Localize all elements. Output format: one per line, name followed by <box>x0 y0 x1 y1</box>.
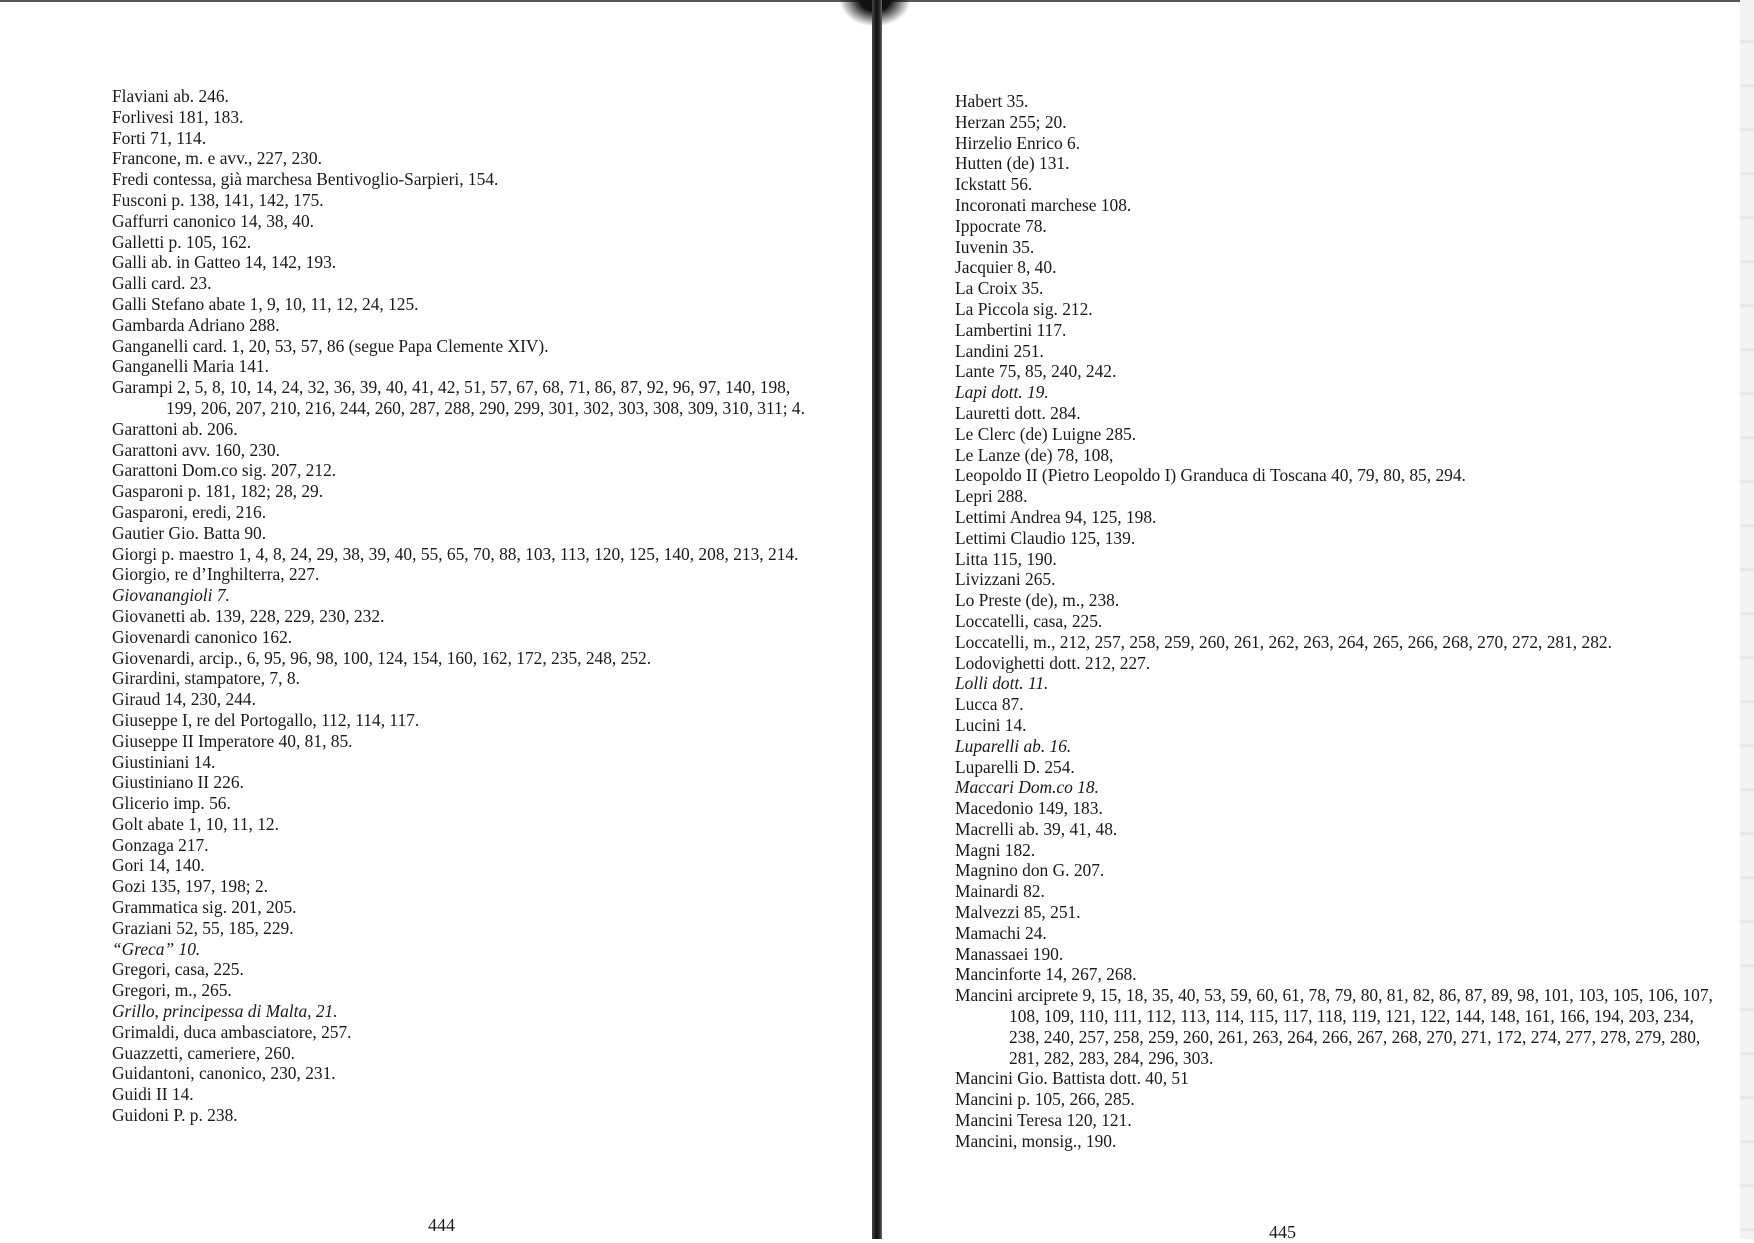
index-entry: Giustiniani 14. <box>112 751 216 772</box>
page-number-left: 444 <box>428 1215 455 1235</box>
index-entry: Grillo, principessa di Malta, 21. <box>112 1001 338 1022</box>
index-entry: Lauretti dott. 284. <box>955 402 1081 423</box>
index-entry: Giorgio, re d’Inghilterra, 227. <box>112 564 320 585</box>
index-entry: Grimaldi, duca ambasciatore, 257. <box>112 1021 352 1042</box>
index-entry: Galletti p. 105, 162. <box>112 231 252 252</box>
index-entry: Malvezzi 85, 251. <box>955 902 1081 923</box>
index-entry: Giovanangioli 7. <box>112 585 230 606</box>
index-entries-right <box>955 91 1725 1152</box>
index-entry: Ganganelli card. 1, 20, 53, 57, 86 (segue Papa Clemente XIV). <box>112 335 549 356</box>
index-entry: Lapi dott. 19. <box>955 382 1049 403</box>
index-entry: Guazzetti, cameriere, 260. <box>112 1042 295 1063</box>
index-entry: Mancini p. 105, 266, 285. <box>955 1089 1135 1110</box>
index-entry: Grammatica sig. 201, 205. <box>112 897 297 918</box>
index-entry: Lucini 14. <box>955 714 1027 735</box>
index-entry: Iuvenin 35. <box>955 236 1035 257</box>
index-entry: Gambarda Adriano 288. <box>112 314 280 335</box>
index-entry: Glicerio imp. 56. <box>112 793 231 814</box>
index-entry: Herzan 255; 20. <box>955 111 1067 132</box>
index-entry: Hutten (de) 131. <box>955 153 1070 174</box>
index-entry: Macrelli ab. 39, 41, 48. <box>955 818 1118 839</box>
index-entry: Mancini Teresa 120, 121. <box>955 1110 1132 1131</box>
index-entry: Maccari Dom.co 18. <box>955 777 1099 798</box>
index-entry: Garattoni ab. 206. <box>112 418 238 439</box>
index-entry: Leopoldo II (Pietro Leopoldo I) Granduca di Toscana 40, 79, 80, 85, 294. <box>955 465 1466 486</box>
index-entry: Galli card. 23. <box>112 273 212 294</box>
index-entry: Le Lanze (de) 78, 108, <box>955 444 1114 465</box>
index-entry: Francone, m. e avv., 227, 230. <box>112 148 322 169</box>
index-entry: Giovenardi canonico 162. <box>112 626 293 647</box>
index-entry: Giovanetti ab. 139, 228, 229, 230, 232. <box>112 605 385 626</box>
left-page <box>0 0 872 1239</box>
index-entry: Flaviani ab. 246. <box>112 86 229 106</box>
index-entry: Galli ab. in Gatteo 14, 142, 193. <box>112 252 337 273</box>
index-entry: Loccatelli, casa, 225. <box>955 610 1103 631</box>
index-entry: Lolli dott. 11. <box>955 673 1049 694</box>
index-entry: Garattoni avv. 160, 230. <box>112 439 280 460</box>
index-entry: Gregori, m., 265. <box>112 980 232 1001</box>
index-entry: Hirzelio Enrico 6. <box>955 132 1081 153</box>
index-entry: Mancini arciprete 9, 15, 18, 35, 40, 53, 59, 60, 61, 78, 79, 80, 81, 82, 86, 87, 89, 98, 101, 103, 105, 106, 107, 108, 109, 110, 111, 112, 113, 114, 115, 117, 118, 119, 121, 122, 144, 148, 161, 166, 194, 203, 234, 238, 240, 257, 258, 259, 260, 261, 263, 264, 266, 267, 268, 270, 271, 172, 274, 277, 278, 279, 280, 281, 282, 283, 284, 296, 303. <box>955 985 1713 1068</box>
page-edge-stack <box>1740 0 1754 1239</box>
index-entry: Gasparoni p. 181, 182; 28, 29. <box>112 481 324 502</box>
index-entry: Guidantoni, canonico, 230, 231. <box>112 1063 336 1084</box>
right-page <box>882 0 1740 1242</box>
index-entry: Lodovighetti dott. 212, 227. <box>955 652 1151 673</box>
index-entry: “Greca” 10. <box>112 938 201 959</box>
index-entry: Ippocrate 78. <box>955 215 1047 236</box>
index-entry: Giuseppe I, re del Portogallo, 112, 114, 117. <box>112 709 420 730</box>
index-entry: Fredi contessa, già marchesa Bentivoglio-Sarpieri, 154. <box>112 169 499 190</box>
index-entry: Lo Preste (de), m., 238. <box>955 590 1120 611</box>
index-entry: Ganganelli Maria 141. <box>112 356 269 377</box>
index-entry: Mainardi 82. <box>955 881 1045 902</box>
index-entry: Jacquier 8, 40. <box>955 257 1057 278</box>
index-entry: Incoronati marchese 108. <box>955 194 1132 215</box>
index-entry: Magni 182. <box>955 839 1036 860</box>
index-entry: Lettimi Andrea 94, 125, 198. <box>955 506 1157 527</box>
index-entry: Lambertini 117. <box>955 319 1067 340</box>
index-entry: Livizzani 265. <box>955 569 1056 590</box>
index-entry: La Piccola sig. 212. <box>955 298 1093 319</box>
index-entry: Graziani 52, 55, 185, 229. <box>112 917 294 938</box>
index-entry: Giovenardi, arcip., 6, 95, 96, 98, 100, 124, 154, 160, 162, 172, 235, 248, 252. <box>112 647 652 668</box>
index-entry: Fusconi p. 138, 141, 142, 175. <box>112 189 324 210</box>
index-entry: Forlivesi 181, 183. <box>112 106 244 127</box>
index-entry: Forti 71, 114. <box>112 127 207 148</box>
index-entry: Landini 251. <box>955 340 1044 361</box>
index-entry: Giustiniano II 226. <box>112 772 244 793</box>
index-entry: Lepri 288. <box>955 486 1028 507</box>
index-entry: Mancini, monsig., 190. <box>955 1130 1117 1151</box>
index-entry: Galli Stefano abate 1, 9, 10, 11, 12, 24, 125. <box>112 293 419 314</box>
index-entry: Ickstatt 56. <box>955 174 1033 195</box>
index-entry: Gregori, casa, 225. <box>112 959 244 980</box>
index-entry: Lucca 87. <box>955 694 1024 715</box>
index-entry: La Croix 35. <box>955 278 1044 299</box>
index-entry: Golt abate 1, 10, 11, 12. <box>112 813 279 834</box>
index-entry: Macedonio 149, 183. <box>955 798 1103 819</box>
index-entry: Litta 115, 190. <box>955 548 1057 569</box>
index-entry: Giraud 14, 230, 244. <box>112 689 256 710</box>
index-entries-left <box>112 86 812 1126</box>
index-entry: Habert 35. <box>955 91 1029 111</box>
index-entry: Guidi II 14. <box>112 1084 194 1105</box>
index-entry: Gonzaga 217. <box>112 834 209 855</box>
index-entry: Mancini Gio. Battista dott. 40, 51 <box>955 1068 1189 1089</box>
index-entry: Giorgi p. maestro 1, 4, 8, 24, 29, 38, 39, 40, 55, 65, 70, 88, 103, 113, 120, 125, 140, 208, 213, 214. <box>112 543 799 564</box>
index-entry: Guidoni P. p. 238. <box>112 1105 238 1126</box>
index-entry: Girardini, stampatore, 7, 8. <box>112 668 300 689</box>
index-entry: Mamachi 24. <box>955 922 1047 943</box>
index-entry: Garattoni Dom.co sig. 207, 212. <box>112 460 337 481</box>
index-entry: Manassaei 190. <box>955 943 1064 964</box>
index-entry: Lante 75, 85, 240, 242. <box>955 361 1117 382</box>
index-entry: Luparelli ab. 16. <box>955 735 1072 756</box>
index-entry: Luparelli D. 254. <box>955 756 1075 777</box>
index-entry: Mancinforte 14, 267, 268. <box>955 964 1137 985</box>
index-entry: Giuseppe II Imperatore 40, 81, 85. <box>112 730 353 751</box>
page-number-right: 445 <box>1269 1222 1296 1242</box>
index-entry: Loccatelli, m., 212, 257, 258, 259, 260, 261, 262, 263, 264, 265, 266, 268, 270, 272, 281, 282. <box>955 631 1612 652</box>
index-entry: Garampi 2, 5, 8, 10, 14, 24, 32, 36, 39, 40, 41, 42, 51, 57, 67, 68, 71, 86, 87, 92, 96, 97, 140, 198, 199, 206, 207, 210, 216, 244, 260, 287, 288, 290, 299, 301, 302, 303, 308, 309, 310, 311; 4. <box>112 377 805 418</box>
index-entry: Gozi 135, 197, 198; 2. <box>112 876 269 897</box>
index-entry: Gasparoni, eredi, 216. <box>112 501 267 522</box>
index-entry: Magnino don G. 207. <box>955 860 1105 881</box>
index-entry: Gori 14, 140. <box>112 855 205 876</box>
index-entry: Gaffurri canonico 14, 38, 40. <box>112 210 315 231</box>
index-entry: Le Clerc (de) Luigne 285. <box>955 423 1137 444</box>
index-entry: Lettimi Claudio 125, 139. <box>955 527 1136 548</box>
book-gutter <box>872 0 882 1239</box>
index-entry: Gautier Gio. Batta 90. <box>112 522 267 543</box>
